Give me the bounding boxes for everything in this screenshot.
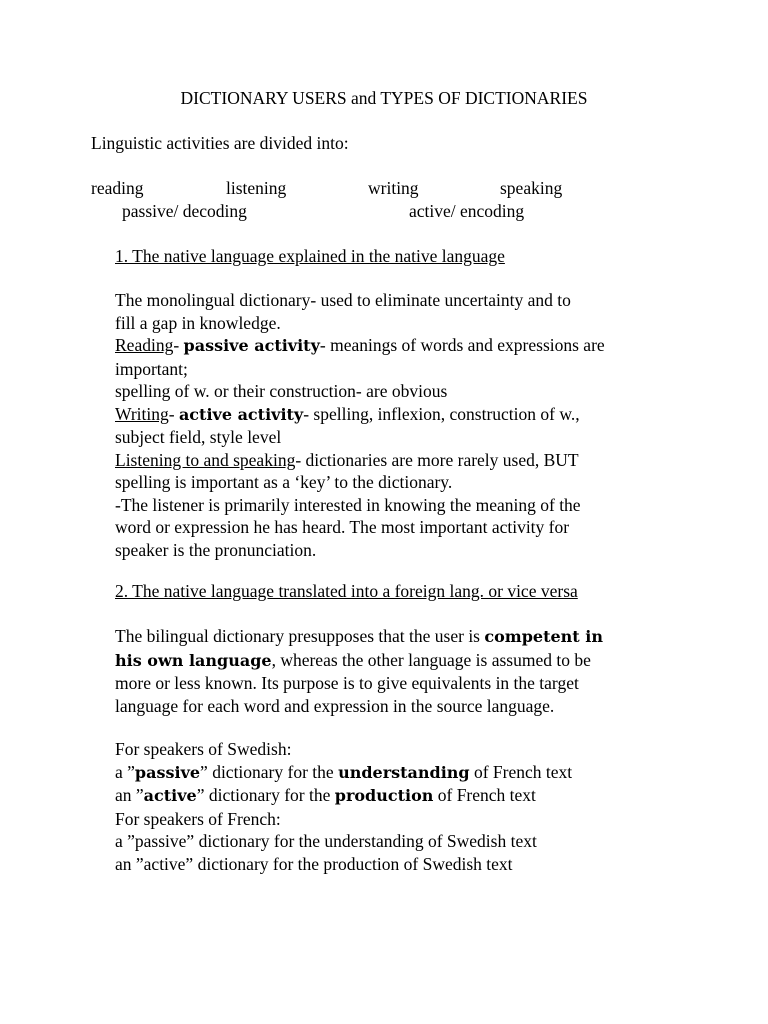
bilingual-line-3: more or less known. Its purpose is to give equivalents in the target [115,673,579,693]
listener-line-1: -The listener is primarily interested in knowing the meaning of the [115,494,581,515]
reading-line [115,334,690,358]
listening-rest: - dictionaries are more rarely used, BUT [295,449,579,470]
active-bold: active [143,786,197,805]
writing-line-2: subject field, style level [115,427,282,447]
swedish-speakers-heading: For speakers of Swedish: [115,739,292,759]
passive-activity: passive activity [183,336,320,355]
production-bold: production [334,786,434,805]
listening-line-2: spelling is important as a ‘key’ to the dictionary. [115,472,453,492]
dash: - [168,403,179,424]
active-activity: active activity [178,404,304,424]
french-active-line: an ”active” dictionary for the production of Swedish text [115,853,513,874]
passive-bold: passive [134,762,201,782]
mode-active: active/ encoding [409,201,525,221]
own-language-bold: his own language [115,650,272,670]
activity-speaking: speaking [500,178,563,198]
text: of French text [469,761,573,782]
bilingual-line-4: language for each word and expression in the source language. [115,695,555,716]
speakers-list [115,738,690,875]
text: of French text [433,785,536,805]
section2-body [115,625,690,717]
listening-label: Listening to and speaking [115,449,296,470]
text: a ” [115,761,135,782]
bilingual-line-1 [115,625,690,649]
text: ” dictionary for the [196,785,335,805]
text: ” dictionary for the [200,761,339,782]
dash: - [173,335,184,355]
writing-rest: - spelling, inflexion, construction of w., [303,403,580,424]
intro-text: Linguistic activities are divided into: [91,133,349,153]
text: an ” [115,785,144,805]
listening-line [115,449,690,472]
understanding-bold: understanding [338,762,470,782]
bilingual-text: The bilingual dictionary presupposes that the user is [115,626,485,646]
activity-listening: listening [226,178,287,198]
listener-line-2: word or expression he has heard. The most important activity for [115,517,570,537]
section1-body [115,289,690,561]
reading-line-2: important; [115,358,188,379]
spelling-line: spelling of w. or their construction- are obvious [115,381,448,401]
writing-label: Writing [115,403,169,424]
bilingual-line-2 [115,649,690,673]
activity-writing: writing [368,178,419,198]
writing-line [115,403,690,427]
reading-rest: - meanings of words and expressions are [319,335,605,355]
page-title: DICTIONARY USERS and TYPES OF DICTIONARIES [180,88,588,108]
mode-passive: passive/ decoding [122,201,247,221]
section1-heading: 1. The native language explained in the native language [115,246,505,266]
swedish-active-line [115,784,690,808]
listener-line-3: speaker is the pronunciation. [115,539,317,560]
activity-reading: reading [91,178,144,198]
french-speakers-heading: For speakers of French: [115,808,281,829]
monolingual-line-1: The monolingual dictionary- used to eliminate uncertainty and to [115,290,571,310]
french-passive-line: a ”passive” dictionary for the understanding of Swedish text [115,831,537,851]
monolingual-line-2: fill a gap in knowledge. [115,312,281,333]
swedish-passive-line [115,761,690,785]
competent-bold: competent in [484,627,603,646]
reading-label: Reading [115,335,174,355]
section2-heading: 2. The native language translated into a foreign lang. or vice versa [115,581,578,601]
bilingual-text: , whereas the other language is assumed to be [271,649,591,670]
